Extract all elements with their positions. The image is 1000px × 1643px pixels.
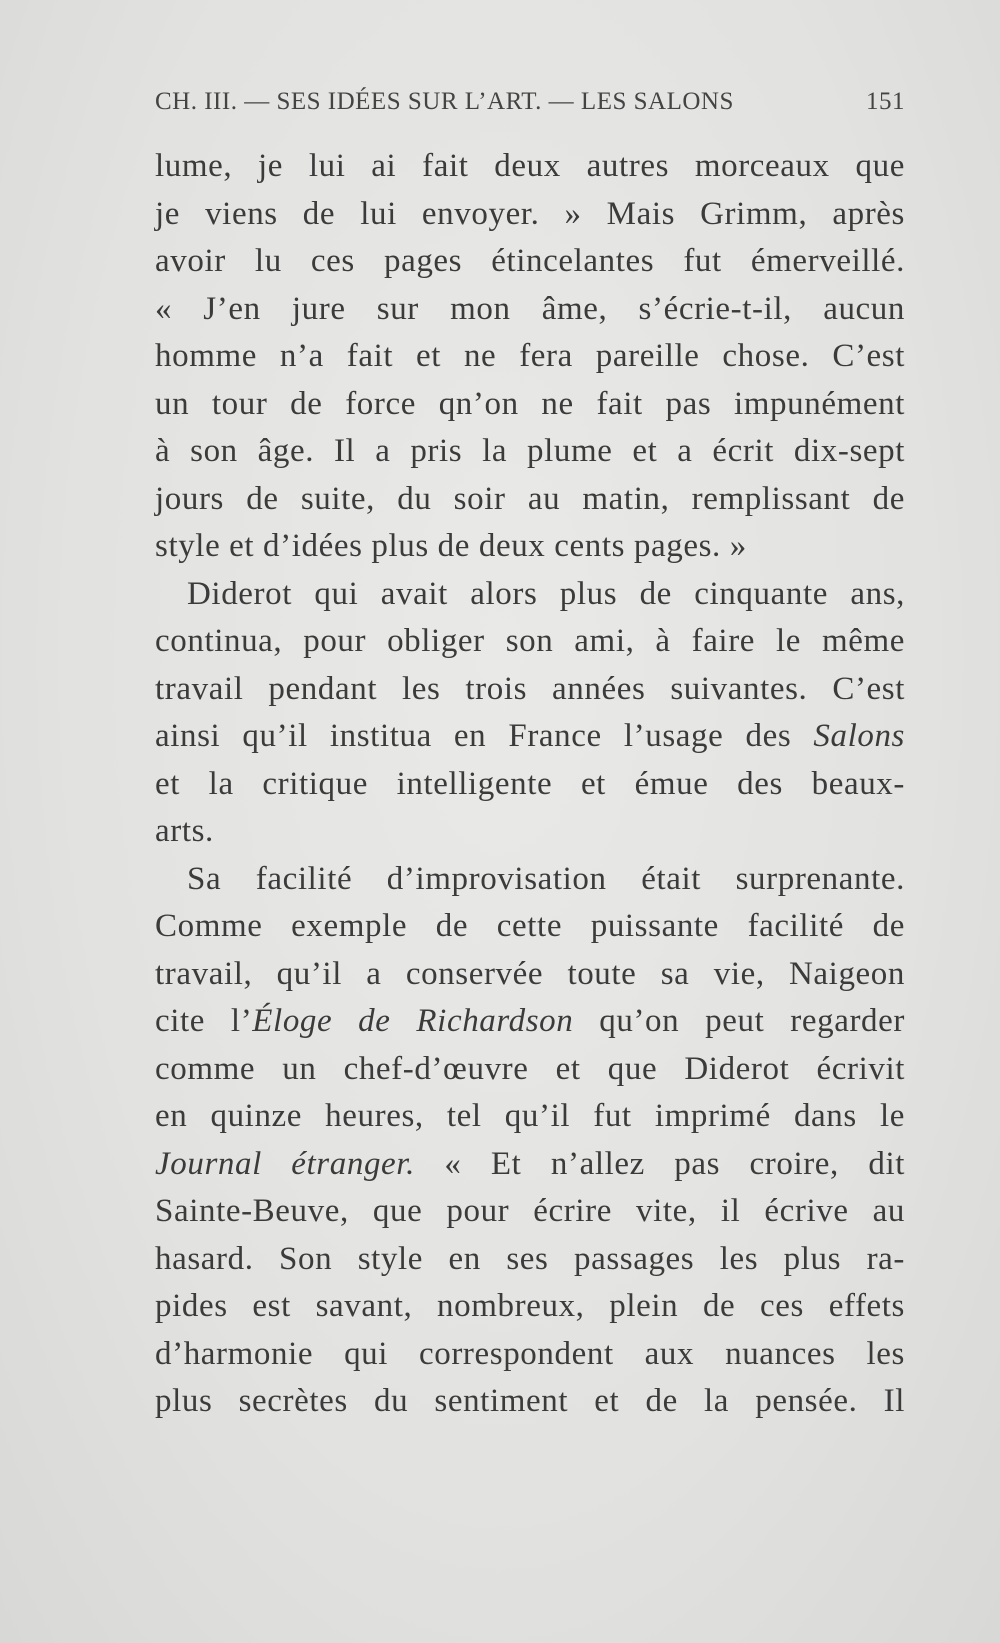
text-segment: « J’en jure sur mon âme, s’écrie-t-il, aucun <box>155 290 905 327</box>
text-segment: continua, pour obliger son ami, à faire le même <box>155 623 905 659</box>
text-line <box>155 1236 905 1284</box>
text-line <box>155 1046 905 1094</box>
text-line <box>155 1331 905 1379</box>
text-segment: Sainte-Beuve, que pour écrire vite, il écrive au <box>155 1193 905 1229</box>
text-segment: je viens de lui envoyer. » Mais Grimm, après <box>155 195 905 232</box>
running-head-title: CH. III. — SES IDÉES SUR L’ART. — LES SALONS <box>155 88 734 115</box>
text-line <box>155 238 905 286</box>
text-segment: qu’on peut regarder <box>573 1003 905 1039</box>
text-segment: lume, je lui ai fait deux autres morceaux que <box>155 148 905 184</box>
text-line <box>155 1378 905 1426</box>
text-line <box>155 1141 905 1189</box>
text-segment: « Et n’allez pas croire, dit <box>414 1145 905 1182</box>
text-line <box>155 761 905 809</box>
text-line <box>155 523 905 571</box>
text-segment: à son âge. Il a pris la plume et a écrit dix-sept <box>155 433 905 469</box>
text-segment: travail pendant les trois années suivantes. C’est <box>155 670 905 707</box>
italic-text: Journal étranger. <box>155 1145 415 1182</box>
text-segment: hasard. Son style en ses passages les plus ra- <box>155 1240 905 1277</box>
text-line <box>155 571 905 619</box>
text-segment: Comme exemple de cette puissante facilité de <box>155 908 905 944</box>
text-segment: jours de suite, du soir au matin, remplissant de <box>155 480 905 517</box>
text-line <box>155 191 905 239</box>
text-line <box>155 903 905 951</box>
text-segment: pides est savant, nombreux, plein de ces effets <box>155 1288 905 1324</box>
text-segment: Diderot qui avait alors plus de cinquante ans, <box>187 575 905 612</box>
text-segment: ainsi qu’il institua en France l’usage des <box>155 718 814 754</box>
text-line <box>155 713 905 761</box>
text-segment: plus secrètes du sentiment et de la pensée. Il <box>155 1383 905 1419</box>
body-text <box>155 143 905 1426</box>
text-line <box>155 143 905 191</box>
text-segment: style et d’idées plus de deux cents pages. » <box>155 528 747 564</box>
text-line <box>155 1188 905 1236</box>
text-line <box>155 998 905 1046</box>
page-number: 151 <box>866 88 905 115</box>
text-segment: arts. <box>155 813 214 849</box>
text-segment: travail, qu’il a conservée toute sa vie, Naigeon <box>155 955 905 992</box>
text-line <box>155 1283 905 1331</box>
text-line <box>155 618 905 666</box>
text-segment: un tour de force qn’on ne fait pas impunément <box>155 385 905 422</box>
text-line <box>155 333 905 381</box>
text-line <box>155 808 905 856</box>
italic-text: Salons <box>813 718 905 754</box>
text-segment: cite l’ <box>155 1003 253 1039</box>
text-segment: comme un chef-d’œuvre et que Diderot écrivit <box>155 1050 905 1087</box>
text-line <box>155 856 905 904</box>
text-segment: homme n’a fait et ne fera pareille chose. C’est <box>155 338 905 374</box>
text-line <box>155 428 905 476</box>
text-segment: en quinze heures, tel qu’il fut imprimé dans le <box>155 1098 905 1134</box>
running-head <box>155 88 905 128</box>
italic-text: Éloge de Richardson <box>252 1003 574 1039</box>
text-segment: avoir lu ces pages étincelantes fut émerveillé. <box>155 243 905 279</box>
text-line <box>155 1093 905 1141</box>
text-segment: Sa facilité d’improvisation était surprenante. <box>187 860 905 897</box>
text-segment: et la critique intelligente et émue des beaux- <box>155 765 905 802</box>
text-line <box>155 666 905 714</box>
text-line <box>155 286 905 334</box>
text-line <box>155 381 905 429</box>
text-line <box>155 951 905 999</box>
text-segment: d’harmonie qui correspondent aux nuances les <box>155 1335 905 1372</box>
text-line <box>155 476 905 524</box>
